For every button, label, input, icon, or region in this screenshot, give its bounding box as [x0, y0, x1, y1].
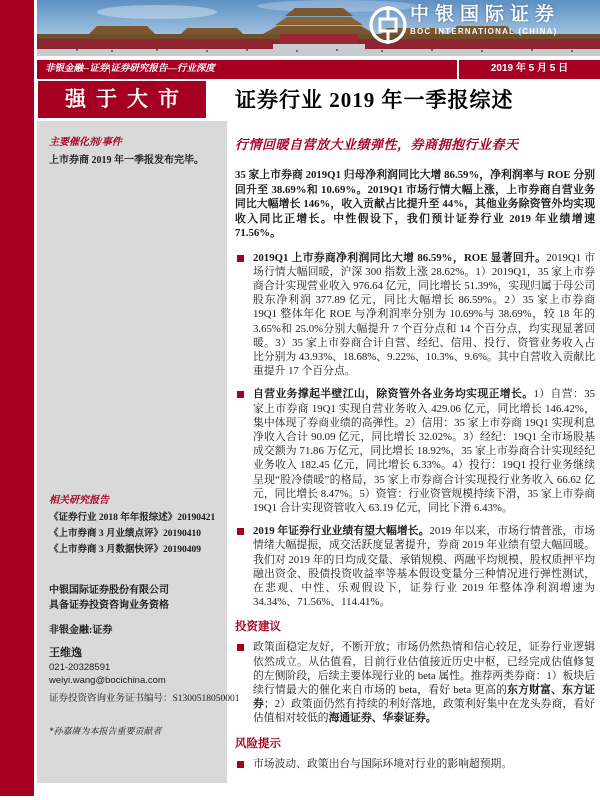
bullet-body: 2019Q1 市场行情大幅回暖，沪深 300 指数上涨 28.62%。1）2019Q1，35 家上市券商合计实现营业收入 976.64 亿元，同比增长 51.39%，实现归属于母公司股东净利润 377.89 亿元，同比大幅增长 86.59%。2）35 家上市券商 19Q1 整体年化 ROE 与净利润率分别为 10.69%与 38.69%，较 18 年的 3.65%和 25.0%分别大幅提升 7 个百分点和 14 个百分点，均实现显著回暖。3）35 家上市券商合计自营、经纪、信用、投行、资管业务收入占比分别为 43.93%、18.68%、9.22%、10.3%、9.6%。其中自营收入贡献比重提升 17 个百分点。 [253, 251, 595, 378]
brand-name-cn: 中银国际证券 [410, 4, 561, 25]
company-qualification: 具备证券投资咨询业务资格 [49, 600, 169, 611]
analyst-name: 王维逸 [49, 647, 82, 659]
report-subtitle: 行情回暖自营放大业绩弹性，券商拥抱行业春天 [235, 137, 519, 152]
bullet-square-icon [237, 644, 244, 651]
risk-text: 市场波动、政策出台与国际环境对行业的影响超预期。 [253, 757, 513, 770]
recommended-stocks: 海通证券、华泰证券。 [328, 712, 437, 725]
key-point-item [235, 524, 595, 609]
catalyst-text: 上市券商 2019 年一季报发布完毕。 [49, 155, 204, 166]
risk-item [235, 757, 595, 771]
contributor-note: *孙嘉赓为本报告重要贡献者 [49, 726, 162, 736]
key-point-item [235, 251, 595, 379]
boc-coin-logo-icon [366, 3, 410, 49]
related-reports-list [49, 510, 219, 558]
recommended-stocks: 东方财富、东方证券 [253, 683, 595, 711]
analyst-certificate-number: 证券投资咨询业务证书编号：S1300518050001 [49, 694, 240, 704]
related-reports-heading: 相关研究报告 [49, 495, 109, 506]
report-title: 证券行业 2019 年一季报综述 [235, 88, 514, 112]
bullet-lead: 2019 年证券行业业绩有望大幅增长。 [253, 525, 430, 538]
related-report-item: 《证券行业 2018 年年报综述》20190421 [49, 513, 216, 523]
analyst-phone: 021-20328591 [49, 662, 111, 673]
report-category-label: 非银金融--证券|证券研究报告—行业深度 [45, 64, 215, 74]
catalyst-heading: 主要催化剂/事件 [49, 137, 122, 148]
investment-advice-item [235, 640, 595, 725]
invest-text: ；2）政策面仍然有持续的利好落地，政策利好集中在龙头券商，看好估值相对较低的 [253, 698, 596, 725]
investment-advice-heading: 投资建议 [235, 621, 281, 634]
sector-label: 非银金融:证券 [49, 625, 113, 636]
company-name: 中银国际证券股份有限公司 [49, 585, 169, 596]
category-banner [37, 60, 600, 79]
invest-text: 政策面稳定友好，不断开放；市场仍然热情和信心较足，证券行业逻辑依然成立。从估值看，目前行业估值接近历史中枢，已经完成估值修复的左侧阶段，后续主要体现行业的 beta 属性。推荐两类券商：1）板块后续行情最大的催化来自市场的 beta，看好 beta 更高的 [253, 641, 595, 696]
bullet-lead: 自营业务撑起半壁江山，除资管外各业务均实现正增长。 [253, 388, 534, 401]
brand-name-en: BOC INTERNATIONAL (CHINA) [410, 27, 558, 36]
bullet-square-icon [237, 528, 244, 535]
left-brand-stripe [0, 0, 34, 796]
bullet-square-icon [237, 761, 244, 768]
related-report-item: 《上市券商 3 月业绩点评》20190410 [49, 529, 202, 539]
bullet-body: 1）自营：35 家上市券商 19Q1 实现自营业务收入 429.06 亿元，同比增长 146.42%，集中体现了券商业绩的高弹性。2）信用：35 家上市券商 19Q1 实现利息净收入合计 90.09 亿元，同比增长 32.02%。3）经纪：19Q1 全市场股基成交额为 71.86 万亿元，同比增长 18.92%，35 家上市券商合计实现经纪业务收入 182.45 亿元，同比增长 6.33%。4）投行：19Q1 投行业务继续呈现“股冷债暖”的格局，35 家上市券商合计实现投行业务收入 66.62 亿元，同比增长 8.47%。5）资管：行业资管规模持续下滑，35 家上市券商 19Q1 合计实现资管收入 63.19 亿元，同比下滑 6.43%。 [253, 388, 595, 514]
related-report-item: 《上市券商 3 月数据快评》20190409 [49, 545, 202, 555]
rating-badge: 强于大市 [38, 81, 206, 118]
bullet-square-icon [237, 255, 244, 262]
key-point-item [235, 387, 595, 515]
main-content [235, 84, 595, 780]
analyst-email: weiyi.wang@bocichina.com [49, 675, 166, 686]
company-block [49, 583, 219, 613]
bullet-lead: 2019Q1 上市券商净利润同比大增 86.59%，ROE 显著回升。 [253, 251, 547, 264]
risk-heading: 风险提示 [235, 737, 281, 750]
report-date: 2019 年 5 月 5 日 [457, 60, 600, 79]
sidebar-panel [37, 121, 240, 783]
brand-lockup [366, 2, 594, 52]
header-photo-forbidden-city [37, 0, 600, 56]
bullet-body: 2019 年以来，市场行情普涨，市场情绪大幅提振，成交活跃度显著提升，券商 2019 年业绩有望大幅回暖。我们对 2019 年的日均成交量、承销规模、两融平均规模、股权质押平均融出资金、股债投资收益率等基本假设变量分三种情况进行弹性测试，在悲观、中性、乐观假设下，证券行业 2019 年整体净利润增速为 34.34%、71.56%、114.41%。 [253, 525, 595, 609]
bullet-square-icon [237, 391, 244, 398]
key-points-list [235, 251, 595, 610]
summary-paragraph: 35 家上市券商 2019Q1 归母净利润同比大增 86.59%，净利润率与 ROE 分别回升至 38.69%和 10.69%。2019Q1 市场行情大幅上涨，上市券商自营业务同比大幅增长 146%，收入贡献占比提升至 44%，其他业务除资管外均实现收入同比正增长。中性假设下，我们预计证券行业 2019 年业绩增速 71.56%。 [235, 169, 595, 239]
